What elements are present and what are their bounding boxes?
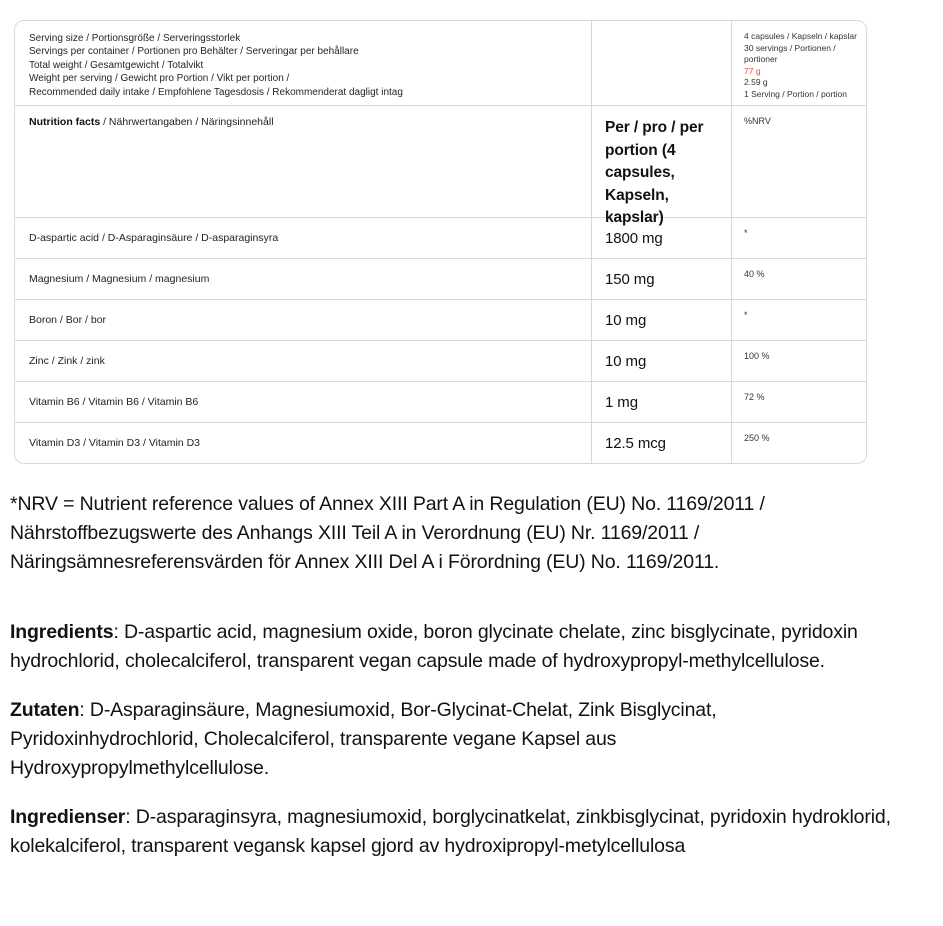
nutrition-facts-header-rest: / Nährwertangaben / Näringsinnehåll <box>100 116 274 128</box>
ingredients-de <box>10 696 870 783</box>
ingredients-en <box>10 618 935 676</box>
ingredients-en-label: Ingredients <box>10 621 114 643</box>
table-row <box>15 340 866 381</box>
ingredients-de-text: : D-Asparaginsäure, Magnesiumoxid, Bor-Glycinat-Chelat, Zink Bisglycinat, Pyridoxinhydrochlorid, Cholecalciferol, transparente vegane Kapsel aus Hydroxypropylmethylcellulose. <box>10 699 717 779</box>
nutrient-nrv: * <box>731 300 866 340</box>
nutrient-nrv: 72 % <box>731 382 866 422</box>
table-row <box>15 381 866 422</box>
nutrient-nrv: 250 % <box>731 423 866 463</box>
ingredients-sv-label: Ingredienser <box>10 806 126 828</box>
total-weight-value: 77 g <box>744 65 761 76</box>
nutrient-nrv: 40 % <box>731 259 866 299</box>
table-row <box>15 217 866 258</box>
ingredients-en-text: : D-aspartic acid, magnesium oxide, boron glycinate chelate, zinc bisglycinate, pyridoxin hydrochlorid, cholecalciferol, transparent vegan capsule made of hydroxypropyl-methylcellulose. <box>10 621 858 672</box>
table-row <box>15 299 866 340</box>
nutrient-nrv: * <box>731 218 866 258</box>
per-portion-header: Per / pro / per portion (4 capsules, Kapseln, kapslar) <box>591 106 731 230</box>
nutrient-label: Magnesium / Magnesium / magnesium <box>29 273 210 285</box>
nutrient-label: Vitamin B6 / Vitamin B6 / Vitamin B6 <box>29 396 199 408</box>
nutrient-label: Boron / Bor / bor <box>29 314 107 326</box>
nutrient-amount: 10 mg <box>591 300 731 340</box>
serving-info-labels <box>15 21 591 105</box>
serving-info-row <box>15 21 866 105</box>
nutrition-table <box>14 20 867 464</box>
recommended-daily-intake-value: 1 Serving / Portion / portion <box>744 88 848 99</box>
nutrient-amount: 1 mg <box>591 382 731 422</box>
nutrient-amount: 10 mg <box>591 341 731 381</box>
nrv-header: %NRV <box>731 106 866 230</box>
servings-per-container-label: Servings per container / Portionen pro Behälter / Serveringar per behållare <box>29 46 359 58</box>
serving-info-spacer <box>591 21 731 105</box>
serving-info-values <box>731 21 866 105</box>
nutrient-label: D-aspartic acid / D-Asparaginsäure / D-asparaginsyra <box>29 232 279 244</box>
weight-per-serving-label: Weight per serving / Gewicht pro Portion / Vikt per portion / <box>29 73 290 85</box>
table-row <box>15 258 866 299</box>
serving-size-label: Serving size / Portionsgröße / Serveringsstorlek <box>29 33 241 44</box>
table-header-row <box>15 105 866 226</box>
ingredients-de-label: Zutaten <box>10 699 80 721</box>
nutrient-nrv: 100 % <box>731 341 866 381</box>
serving-size-value: 4 capsules / Kapseln / kapslar <box>744 31 857 41</box>
nutrient-amount: 1800 mg <box>591 218 731 258</box>
total-weight-label: Total weight / Gesamtgewicht / Totalvikt <box>29 59 204 71</box>
weight-per-serving-value: 2.59 g <box>744 77 768 88</box>
nutrient-amount: 12.5 mcg <box>591 423 731 463</box>
ingredients-sv-text: : D-asparaginsyra, magnesiumoxid, borglycinatkelat, zinkbisglycinat, pyridoxin hydroklorid, kolekalciferol, transparent vegansk kapsel gjord av hydroxipropyl-metylcellulosa <box>10 806 891 857</box>
nrv-footnote: *NRV = Nutrient reference values of Annex XIII Part A in Regulation (EU) No. 1169/2011 / Nährstoffbezugswerte des Anhangs XIII Teil A in Verordnung (EU) Nr. 1169/2011 / Näringsämnesreferensvärden för Annex XIII Del A i Förordning (EU) No. 1169/2011. <box>10 493 765 573</box>
nutrition-facts-header-bold: Nutrition facts <box>29 116 101 128</box>
table-row <box>15 422 866 463</box>
nutrient-label: Vitamin D3 / Vitamin D3 / Vitamin D3 <box>29 437 200 449</box>
recommended-daily-intake-label: Recommended daily intake / Empfohlene Tagesdosis / Rekommenderat dagligt intag <box>29 86 403 98</box>
servings-per-container-value: 30 servings / Portionen / portioner <box>744 42 836 65</box>
nutrition-facts-header <box>15 106 591 230</box>
nutrient-amount: 150 mg <box>591 259 731 299</box>
ingredients-sv <box>10 803 935 861</box>
nutrient-label: Zinc / Zink / zink <box>29 355 105 367</box>
label-text-block <box>10 490 935 861</box>
